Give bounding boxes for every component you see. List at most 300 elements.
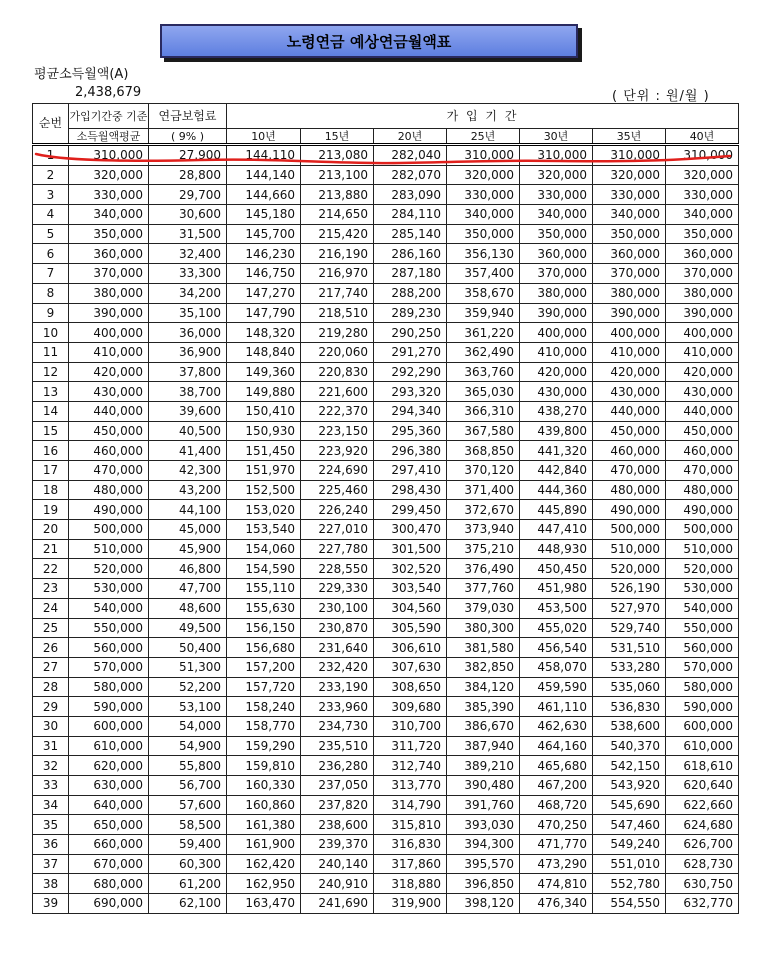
table-cell: 316,830	[374, 835, 447, 855]
table-cell: 393,030	[447, 815, 520, 835]
table-cell: 46,800	[149, 559, 227, 579]
row-number-cell: 34	[33, 795, 69, 815]
table-cell: 370,120	[447, 461, 520, 481]
table-cell: 61,200	[149, 874, 227, 894]
table-cell: 220,060	[301, 342, 374, 362]
table-row	[33, 264, 739, 284]
table-cell: 307,630	[374, 657, 447, 677]
table-cell: 390,000	[520, 303, 593, 323]
row-number-cell: 20	[33, 520, 69, 540]
header-year-30: 30년	[520, 129, 593, 145]
table-cell: 365,030	[447, 382, 520, 402]
table-cell: 41,400	[149, 441, 227, 461]
table-cell: 305,590	[374, 618, 447, 638]
table-cell: 221,600	[301, 382, 374, 402]
pension-table	[32, 103, 739, 914]
table-cell: 468,720	[520, 795, 593, 815]
table-row	[33, 441, 739, 461]
table-cell: 460,000	[666, 441, 739, 461]
table-cell: 157,200	[227, 657, 301, 677]
table-cell: 540,000	[666, 598, 739, 618]
table-cell: 155,630	[227, 598, 301, 618]
table-cell: 439,800	[520, 421, 593, 441]
table-cell: 410,000	[666, 342, 739, 362]
table-cell: 600,000	[69, 716, 149, 736]
table-cell: 670,000	[69, 854, 149, 874]
table-cell: 390,000	[69, 303, 149, 323]
table-cell: 229,330	[301, 579, 374, 599]
table-cell: 296,380	[374, 441, 447, 461]
table-cell: 390,000	[593, 303, 666, 323]
table-cell: 33,300	[149, 264, 227, 284]
row-number-cell: 18	[33, 480, 69, 500]
table-cell: 302,520	[374, 559, 447, 579]
table-cell: 330,000	[593, 185, 666, 205]
table-cell: 49,500	[149, 618, 227, 638]
table-cell: 620,000	[69, 756, 149, 776]
table-cell: 430,000	[666, 382, 739, 402]
table-cell: 39,600	[149, 401, 227, 421]
row-number-cell: 32	[33, 756, 69, 776]
table-cell: 480,000	[69, 480, 149, 500]
table-cell: 650,000	[69, 815, 149, 835]
table-cell: 233,960	[301, 697, 374, 717]
table-row	[33, 323, 739, 343]
table-cell: 640,000	[69, 795, 149, 815]
table-row	[33, 520, 739, 540]
row-number-cell: 24	[33, 598, 69, 618]
table-row	[33, 835, 739, 855]
table-cell: 526,190	[593, 579, 666, 599]
table-cell: 441,320	[520, 441, 593, 461]
table-cell: 438,270	[520, 401, 593, 421]
table-cell: 227,010	[301, 520, 374, 540]
title-banner	[160, 24, 578, 58]
table-cell: 542,150	[593, 756, 666, 776]
table-cell: 471,770	[520, 835, 593, 855]
table-cell: 440,000	[593, 401, 666, 421]
table-cell: 560,000	[666, 638, 739, 658]
row-number-cell: 11	[33, 342, 69, 362]
table-cell: 379,030	[447, 598, 520, 618]
header-year-25: 25년	[447, 129, 520, 145]
table-cell: 384,120	[447, 677, 520, 697]
table-cell: 60,300	[149, 854, 227, 874]
table-cell: 590,000	[69, 697, 149, 717]
table-cell: 320,000	[520, 165, 593, 185]
table-cell: 149,880	[227, 382, 301, 402]
table-cell: 363,760	[447, 362, 520, 382]
table-cell: 570,000	[666, 657, 739, 677]
header-seq: 순번	[33, 104, 69, 145]
row-number-cell: 17	[33, 461, 69, 481]
table-row	[33, 874, 739, 894]
table-cell: 158,770	[227, 716, 301, 736]
table-cell: 500,000	[593, 520, 666, 540]
table-cell: 59,400	[149, 835, 227, 855]
table-cell: 464,160	[520, 736, 593, 756]
table-cell: 410,000	[520, 342, 593, 362]
row-number-cell: 9	[33, 303, 69, 323]
table-cell: 462,630	[520, 716, 593, 736]
table-cell: 510,000	[666, 539, 739, 559]
table-cell: 223,920	[301, 441, 374, 461]
table-cell: 520,000	[69, 559, 149, 579]
table-row	[33, 894, 739, 914]
table-cell: 390,480	[447, 776, 520, 796]
table-cell: 465,680	[520, 756, 593, 776]
table-cell: 368,850	[447, 441, 520, 461]
table-cell: 145,700	[227, 224, 301, 244]
table-cell: 44,100	[149, 500, 227, 520]
table-cell: 440,000	[69, 401, 149, 421]
table-cell: 552,780	[593, 874, 666, 894]
table-cell: 450,450	[520, 559, 593, 579]
table-cell: 372,670	[447, 500, 520, 520]
table-cell: 395,570	[447, 854, 520, 874]
table-cell: 420,000	[69, 362, 149, 382]
table-cell: 362,490	[447, 342, 520, 362]
table-cell: 213,080	[301, 145, 374, 166]
table-cell: 398,120	[447, 894, 520, 914]
table-cell: 624,680	[666, 815, 739, 835]
table-row	[33, 539, 739, 559]
table-cell: 52,200	[149, 677, 227, 697]
table-cell: 157,720	[227, 677, 301, 697]
table-cell: 470,250	[520, 815, 593, 835]
table-cell: 350,000	[69, 224, 149, 244]
table-cell: 43,200	[149, 480, 227, 500]
table-cell: 153,540	[227, 520, 301, 540]
table-cell: 547,460	[593, 815, 666, 835]
table-cell: 36,900	[149, 342, 227, 362]
table-row	[33, 618, 739, 638]
table-cell: 286,160	[374, 244, 447, 264]
table-cell: 31,500	[149, 224, 227, 244]
table-row	[33, 480, 739, 500]
table-cell: 490,000	[69, 500, 149, 520]
table-cell: 54,000	[149, 716, 227, 736]
table-cell: 149,360	[227, 362, 301, 382]
table-cell: 357,400	[447, 264, 520, 284]
table-cell: 461,110	[520, 697, 593, 717]
table-cell: 284,110	[374, 205, 447, 225]
table-row	[33, 244, 739, 264]
table-cell: 318,880	[374, 874, 447, 894]
table-cell: 146,750	[227, 264, 301, 284]
table-cell: 35,100	[149, 303, 227, 323]
table-cell: 376,490	[447, 559, 520, 579]
table-cell: 227,780	[301, 539, 374, 559]
table-cell: 445,890	[520, 500, 593, 520]
table-cell: 163,470	[227, 894, 301, 914]
table-cell: 430,000	[69, 382, 149, 402]
table-cell: 340,000	[447, 205, 520, 225]
table-cell: 340,000	[666, 205, 739, 225]
table-cell: 455,020	[520, 618, 593, 638]
table-cell: 626,700	[666, 835, 739, 855]
table-cell: 144,660	[227, 185, 301, 205]
table-cell: 350,000	[520, 224, 593, 244]
table-cell: 58,500	[149, 815, 227, 835]
table-cell: 367,580	[447, 421, 520, 441]
table-cell: 360,000	[593, 244, 666, 264]
table-cell: 377,760	[447, 579, 520, 599]
table-cell: 285,140	[374, 224, 447, 244]
table-cell: 622,660	[666, 795, 739, 815]
table-cell: 480,000	[593, 480, 666, 500]
table-cell: 470,000	[666, 461, 739, 481]
table-cell: 240,140	[301, 854, 374, 874]
table-cell: 420,000	[593, 362, 666, 382]
table-cell: 311,720	[374, 736, 447, 756]
table-cell: 385,390	[447, 697, 520, 717]
table-cell: 535,060	[593, 677, 666, 697]
table-cell: 154,060	[227, 539, 301, 559]
table-cell: 282,070	[374, 165, 447, 185]
table-cell: 148,320	[227, 323, 301, 343]
header-year-15: 15년	[301, 129, 374, 145]
table-cell: 530,000	[666, 579, 739, 599]
row-number-cell: 6	[33, 244, 69, 264]
table-cell: 290,250	[374, 323, 447, 343]
table-cell: 330,000	[520, 185, 593, 205]
table-cell: 217,740	[301, 283, 374, 303]
table-cell: 450,000	[593, 421, 666, 441]
table-cell: 144,110	[227, 145, 301, 166]
table-cell: 230,870	[301, 618, 374, 638]
table-cell: 380,000	[666, 283, 739, 303]
row-number-cell: 33	[33, 776, 69, 796]
table-cell: 294,340	[374, 401, 447, 421]
table-cell: 231,640	[301, 638, 374, 658]
table-cell: 239,370	[301, 835, 374, 855]
table-cell: 42,300	[149, 461, 227, 481]
table-cell: 529,740	[593, 618, 666, 638]
table-cell: 220,830	[301, 362, 374, 382]
table-cell: 148,840	[227, 342, 301, 362]
table-cell: 301,500	[374, 539, 447, 559]
table-cell: 36,000	[149, 323, 227, 343]
table-cell: 360,000	[520, 244, 593, 264]
table-cell: 237,820	[301, 795, 374, 815]
table-row	[33, 165, 739, 185]
table-cell: 320,000	[69, 165, 149, 185]
table-cell: 159,290	[227, 736, 301, 756]
table-cell: 350,000	[666, 224, 739, 244]
table-cell: 162,420	[227, 854, 301, 874]
table-cell: 224,690	[301, 461, 374, 481]
row-number-cell: 4	[33, 205, 69, 225]
table-cell: 160,860	[227, 795, 301, 815]
row-number-cell: 14	[33, 401, 69, 421]
table-cell: 292,290	[374, 362, 447, 382]
table-cell: 420,000	[520, 362, 593, 382]
table-cell: 580,000	[666, 677, 739, 697]
table-cell: 310,700	[374, 716, 447, 736]
table-cell: 467,200	[520, 776, 593, 796]
table-cell: 400,000	[593, 323, 666, 343]
table-row	[33, 185, 739, 205]
table-cell: 154,590	[227, 559, 301, 579]
row-number-cell: 7	[33, 264, 69, 284]
row-number-cell: 8	[33, 283, 69, 303]
table-cell: 218,510	[301, 303, 374, 323]
table-cell: 40,500	[149, 421, 227, 441]
table-cell: 226,240	[301, 500, 374, 520]
table-cell: 50,400	[149, 638, 227, 658]
table-cell: 310,000	[69, 145, 149, 166]
table-cell: 356,130	[447, 244, 520, 264]
table-cell: 150,410	[227, 401, 301, 421]
table-cell: 147,790	[227, 303, 301, 323]
table-cell: 219,280	[301, 323, 374, 343]
row-number-cell: 30	[33, 716, 69, 736]
table-cell: 370,000	[520, 264, 593, 284]
table-cell: 306,610	[374, 638, 447, 658]
table-cell: 380,000	[69, 283, 149, 303]
table-cell: 476,340	[520, 894, 593, 914]
table-cell: 310,000	[520, 145, 593, 166]
table-cell: 448,930	[520, 539, 593, 559]
table-cell: 146,230	[227, 244, 301, 264]
table-cell: 360,000	[666, 244, 739, 264]
row-number-cell: 39	[33, 894, 69, 914]
table-cell: 371,400	[447, 480, 520, 500]
table-cell: 410,000	[593, 342, 666, 362]
table-cell: 450,000	[69, 421, 149, 441]
table-row	[33, 776, 739, 796]
table-cell: 390,000	[666, 303, 739, 323]
page-title: 노령연금 예상연금월액표	[160, 24, 578, 58]
table-cell: 380,000	[520, 283, 593, 303]
table-cell: 490,000	[666, 500, 739, 520]
table-cell: 510,000	[593, 539, 666, 559]
table-cell: 520,000	[666, 559, 739, 579]
table-cell: 540,000	[69, 598, 149, 618]
table-cell: 156,150	[227, 618, 301, 638]
table-cell: 600,000	[666, 716, 739, 736]
table-cell: 610,000	[69, 736, 149, 756]
table-cell: 303,540	[374, 579, 447, 599]
table-cell: 389,210	[447, 756, 520, 776]
row-number-cell: 13	[33, 382, 69, 402]
row-number-cell: 10	[33, 323, 69, 343]
table-cell: 320,000	[666, 165, 739, 185]
table-cell: 630,750	[666, 874, 739, 894]
table-cell: 234,730	[301, 716, 374, 736]
table-cell: 310,000	[447, 145, 520, 166]
table-cell: 451,980	[520, 579, 593, 599]
table-cell: 410,000	[69, 342, 149, 362]
table-cell: 283,090	[374, 185, 447, 205]
table-cell: 382,850	[447, 657, 520, 677]
table-cell: 480,000	[666, 480, 739, 500]
table-cell: 235,510	[301, 736, 374, 756]
table-cell: 533,280	[593, 657, 666, 677]
table-cell: 386,670	[447, 716, 520, 736]
table-cell: 570,000	[69, 657, 149, 677]
table-cell: 240,910	[301, 874, 374, 894]
table-cell: 57,600	[149, 795, 227, 815]
row-number-cell: 29	[33, 697, 69, 717]
table-cell: 162,950	[227, 874, 301, 894]
table-cell: 370,000	[593, 264, 666, 284]
table-cell: 630,000	[69, 776, 149, 796]
table-cell: 538,600	[593, 716, 666, 736]
table-cell: 396,850	[447, 874, 520, 894]
table-row	[33, 756, 739, 776]
table-row	[33, 815, 739, 835]
table-row	[33, 854, 739, 874]
table-cell: 232,420	[301, 657, 374, 677]
table-cell: 304,560	[374, 598, 447, 618]
table-cell: 314,790	[374, 795, 447, 815]
table-cell: 295,360	[374, 421, 447, 441]
table-cell: 453,500	[520, 598, 593, 618]
table-cell: 450,000	[666, 421, 739, 441]
row-number-cell: 35	[33, 815, 69, 835]
row-number-cell: 21	[33, 539, 69, 559]
table-cell: 330,000	[447, 185, 520, 205]
table-cell: 308,650	[374, 677, 447, 697]
table-cell: 38,700	[149, 382, 227, 402]
table-row	[33, 579, 739, 599]
table-cell: 330,000	[69, 185, 149, 205]
table-cell: 155,110	[227, 579, 301, 599]
table-cell: 159,810	[227, 756, 301, 776]
table-row	[33, 677, 739, 697]
table-cell: 366,310	[447, 401, 520, 421]
table-cell: 238,600	[301, 815, 374, 835]
table-cell: 420,000	[666, 362, 739, 382]
table-cell: 470,000	[593, 461, 666, 481]
table-cell: 447,410	[520, 520, 593, 540]
table-cell: 51,300	[149, 657, 227, 677]
table-cell: 237,050	[301, 776, 374, 796]
table-cell: 313,770	[374, 776, 447, 796]
table-cell: 444,360	[520, 480, 593, 500]
table-cell: 216,970	[301, 264, 374, 284]
table-cell: 360,000	[69, 244, 149, 264]
table-cell: 618,610	[666, 756, 739, 776]
table-cell: 151,970	[227, 461, 301, 481]
table-cell: 358,670	[447, 283, 520, 303]
table-cell: 543,920	[593, 776, 666, 796]
row-number-cell: 27	[33, 657, 69, 677]
table-cell: 474,810	[520, 874, 593, 894]
table-cell: 375,210	[447, 539, 520, 559]
row-number-cell: 38	[33, 874, 69, 894]
row-number-cell: 2	[33, 165, 69, 185]
table-cell: 300,470	[374, 520, 447, 540]
table-cell: 34,200	[149, 283, 227, 303]
table-row	[33, 795, 739, 815]
table-cell: 490,000	[593, 500, 666, 520]
row-number-cell: 37	[33, 854, 69, 874]
table-cell: 317,860	[374, 854, 447, 874]
table-cell: 27,900	[149, 145, 227, 166]
table-cell: 213,880	[301, 185, 374, 205]
table-cell: 161,380	[227, 815, 301, 835]
table-cell: 55,800	[149, 756, 227, 776]
table-cell: 312,740	[374, 756, 447, 776]
table-cell: 160,330	[227, 776, 301, 796]
table-cell: 456,540	[520, 638, 593, 658]
table-cell: 319,900	[374, 894, 447, 914]
table-row	[33, 657, 739, 677]
table-cell: 29,700	[149, 185, 227, 205]
